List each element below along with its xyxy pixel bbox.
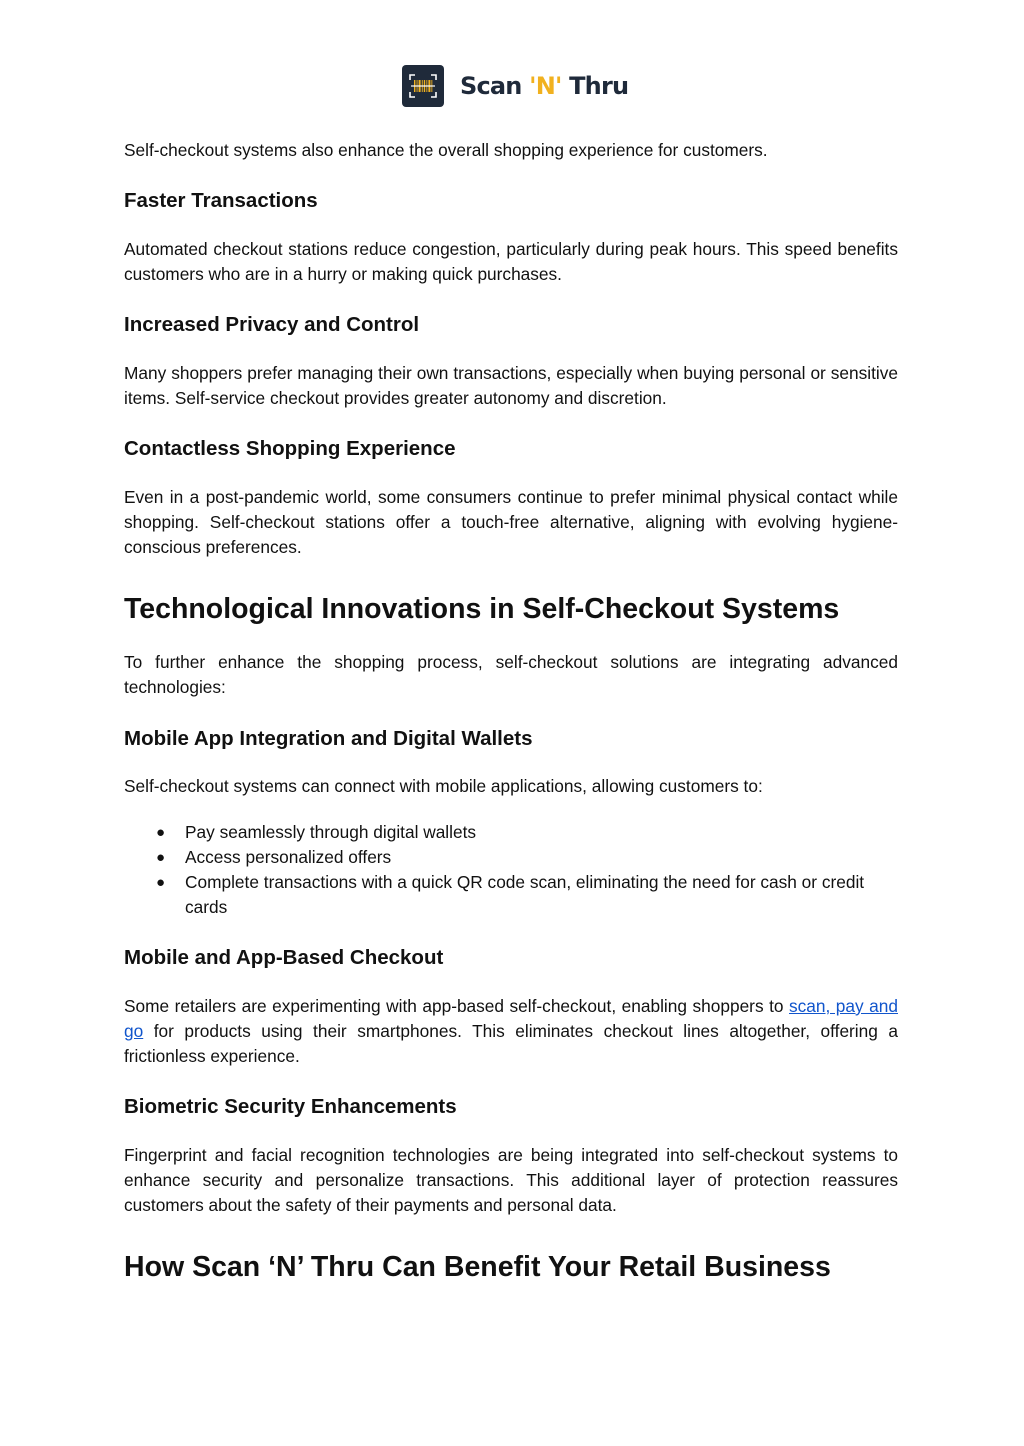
- heading-privacy-control: Increased Privacy and Control: [124, 313, 420, 336]
- heading-app-based-checkout: Mobile and App-Based Checkout: [124, 946, 444, 969]
- bullet-icon: ●: [156, 824, 166, 841]
- list-item: ● Complete transactions with a quick QR code scan, eliminating the need for cash or credit cards: [156, 872, 865, 917]
- paragraph-privacy-control: Many shoppers prefer managing their own transactions, especially when buying personal or sensitive items. Self-service checkout provides greater autonomy and discretion.: [124, 363, 898, 408]
- barcode-scan-icon: [402, 65, 444, 107]
- paragraph-technological-innovations: To further enhance the shopping process, self-checkout solutions are integrating advanced technologies:: [124, 652, 898, 697]
- heading-mobile-wallets: Mobile App Integration and Digital Wallets: [124, 727, 533, 750]
- list-item: ● Access personalized offers: [124, 845, 898, 870]
- paragraph-mobile-wallets: Self-checkout systems can connect with mobile applications, allowing customers to:: [124, 776, 763, 796]
- bullet-icon: ●: [156, 874, 166, 891]
- brand-logo: [402, 65, 628, 107]
- heading-faster-transactions: Faster Transactions: [124, 189, 318, 212]
- intro-paragraph: Self-checkout systems also enhance the overall shopping experience for customers.: [124, 140, 768, 160]
- heading-contactless: Contactless Shopping Experience: [124, 437, 456, 460]
- scan-pay-go-link[interactable]: scan, pay and go: [124, 996, 898, 1041]
- list-item: ● Pay seamlessly through digital wallets: [124, 820, 898, 845]
- bullet-icon: ●: [156, 849, 166, 866]
- paragraph-app-based-checkout: Some retailers are experimenting with app-based self-checkout, enabling shoppers to scan, pay and go for products using their smartphones. This eliminates checkout lines altogether, offering a frictionless experience.: [124, 996, 898, 1066]
- paragraph-biometric-security: Fingerprint and facial recognition technologies are being integrated into self-checkout systems to enhance security and personalize transactions. This additional layer of protection reassures customers about the safety of their payments and personal data.: [124, 1145, 898, 1215]
- heading-technological-innovations: Technological Innovations in Self-Checkout Systems: [124, 593, 840, 625]
- heading-biometric-security: Biometric Security Enhancements: [124, 1095, 457, 1118]
- paragraph-contactless: Even in a post-pandemic world, some consumers continue to prefer minimal physical contact while shopping. Self-checkout stations offer a touch-free alternative, aligning with evolving hygiene-conscious preferences.: [124, 487, 898, 557]
- brand-wordmark: Scan 'N' Thru: [460, 72, 629, 100]
- mobile-wallets-list: [124, 820, 898, 920]
- paragraph-faster-transactions: Automated checkout stations reduce congestion, particularly during peak hours. This speed benefits customers who are in a hurry or making quick purchases.: [124, 239, 898, 284]
- heading-scan-n-thru-benefit: How Scan ‘N’ Thru Can Benefit Your Retail Business: [124, 1251, 831, 1283]
